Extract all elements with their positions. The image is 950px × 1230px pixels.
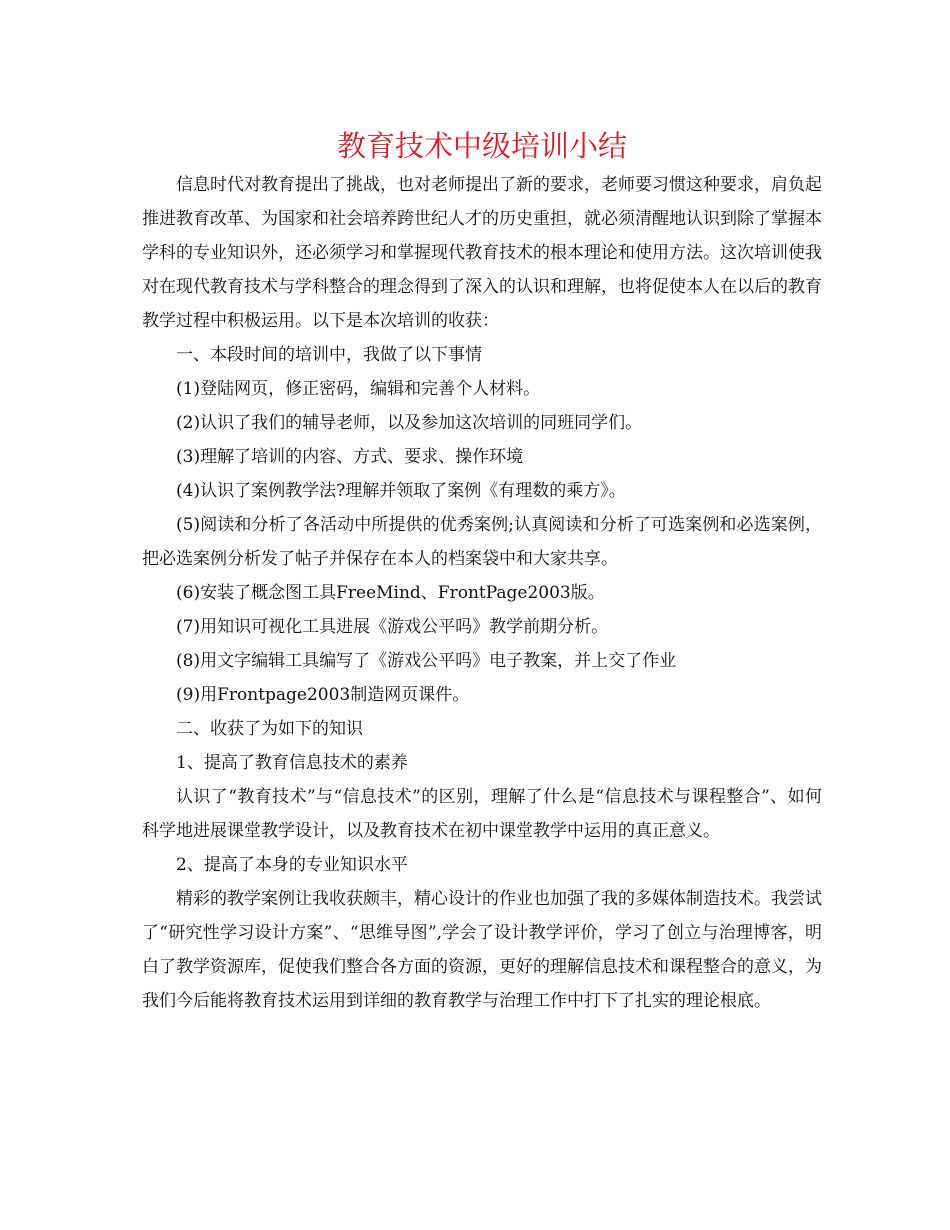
- list-item-2: (2)认识了我们的辅导老师，以及参加这次培训的同班同学们。: [176, 413, 643, 433]
- section-heading-1: 一、本段时间的培训中，我做了以下事情: [176, 345, 482, 365]
- list-item-9: (9)用Frontpage2003制造网页课件。: [176, 685, 470, 705]
- list-item-7: (7)用知识可视化工具进展《游戏公平吗》教学前期分析。: [176, 617, 609, 637]
- document-title: 教育技术中级培训小结: [336, 129, 627, 163]
- list-item-3: (3)理解了培训的内容、方式、要求、操作环境: [176, 447, 524, 467]
- section-heading-2: 二、收获了为如下的知识: [176, 719, 363, 739]
- list-item-6: (6)安装了概念图工具FreeMind、FrontPage2003版。: [176, 583, 605, 603]
- document-body: [142, 168, 822, 1018]
- list-item-5: (5)阅读和分析了各活动中所提供的优秀案例;认真阅读和分析了可选案例和必选案例，把必选案例分析发了帖子并保存在本人的档案袋中和大家共享。: [142, 515, 822, 569]
- paragraph-subsection-2: 精彩的教学案例让我收获颇丰，精心设计的作业也加强了我的多媒体制造技术。我尝试了“研究性学习设计方案”、“思维导图”,学会了设计教学评价，学习了创立与治理博客，明白了教学资源库，促使我们整合各方面的资源，更好的理解信息技术和课程整合的意义，为我们今后能将教育技术运用到详细的教育教学与治理工作中打下了扎实的理论根底。: [142, 889, 822, 1011]
- list-item-4: (4)认识了案例教学法?理解并领取了案例《有理数的乘方》。: [176, 481, 626, 501]
- subheading-2: 2、提高了本身的专业知识水平: [176, 855, 408, 875]
- paragraph-intro: 信息时代对教育提出了挑战，也对老师提出了新的要求，老师要习惯这种要求，肩负起推进教育改革、为国家和社会培养跨世纪人才的历史重担，就必须清醒地认识到除了掌握本学科的专业知识外，还必须学习和掌握现代教育技术的根本理论和使用方法。这次培训使我对在现代教育技术与学科整合的理念得到了深入的认识和理解，也将促使本人在以后的教育教学过程中积极运用。以下是本次培训的收获：: [142, 175, 822, 331]
- document-page: [142, 124, 822, 1018]
- list-item-8: (8)用文字编辑工具编写了《游戏公平吗》电子教案，并上交了作业: [176, 651, 677, 671]
- list-item-1: (1)登陆网页，修正密码，编辑和完善个人材料。: [176, 379, 541, 399]
- paragraph-subsection-1: 认识了“教育技术”与“信息技术”的区别，理解了什么是“信息技术与课程整合”、如何科学地进展课堂教学设计，以及教育技术在初中课堂教学中运用的真正意义。: [142, 787, 822, 841]
- subheading-1: 1、提高了教育信息技术的素养: [176, 753, 408, 773]
